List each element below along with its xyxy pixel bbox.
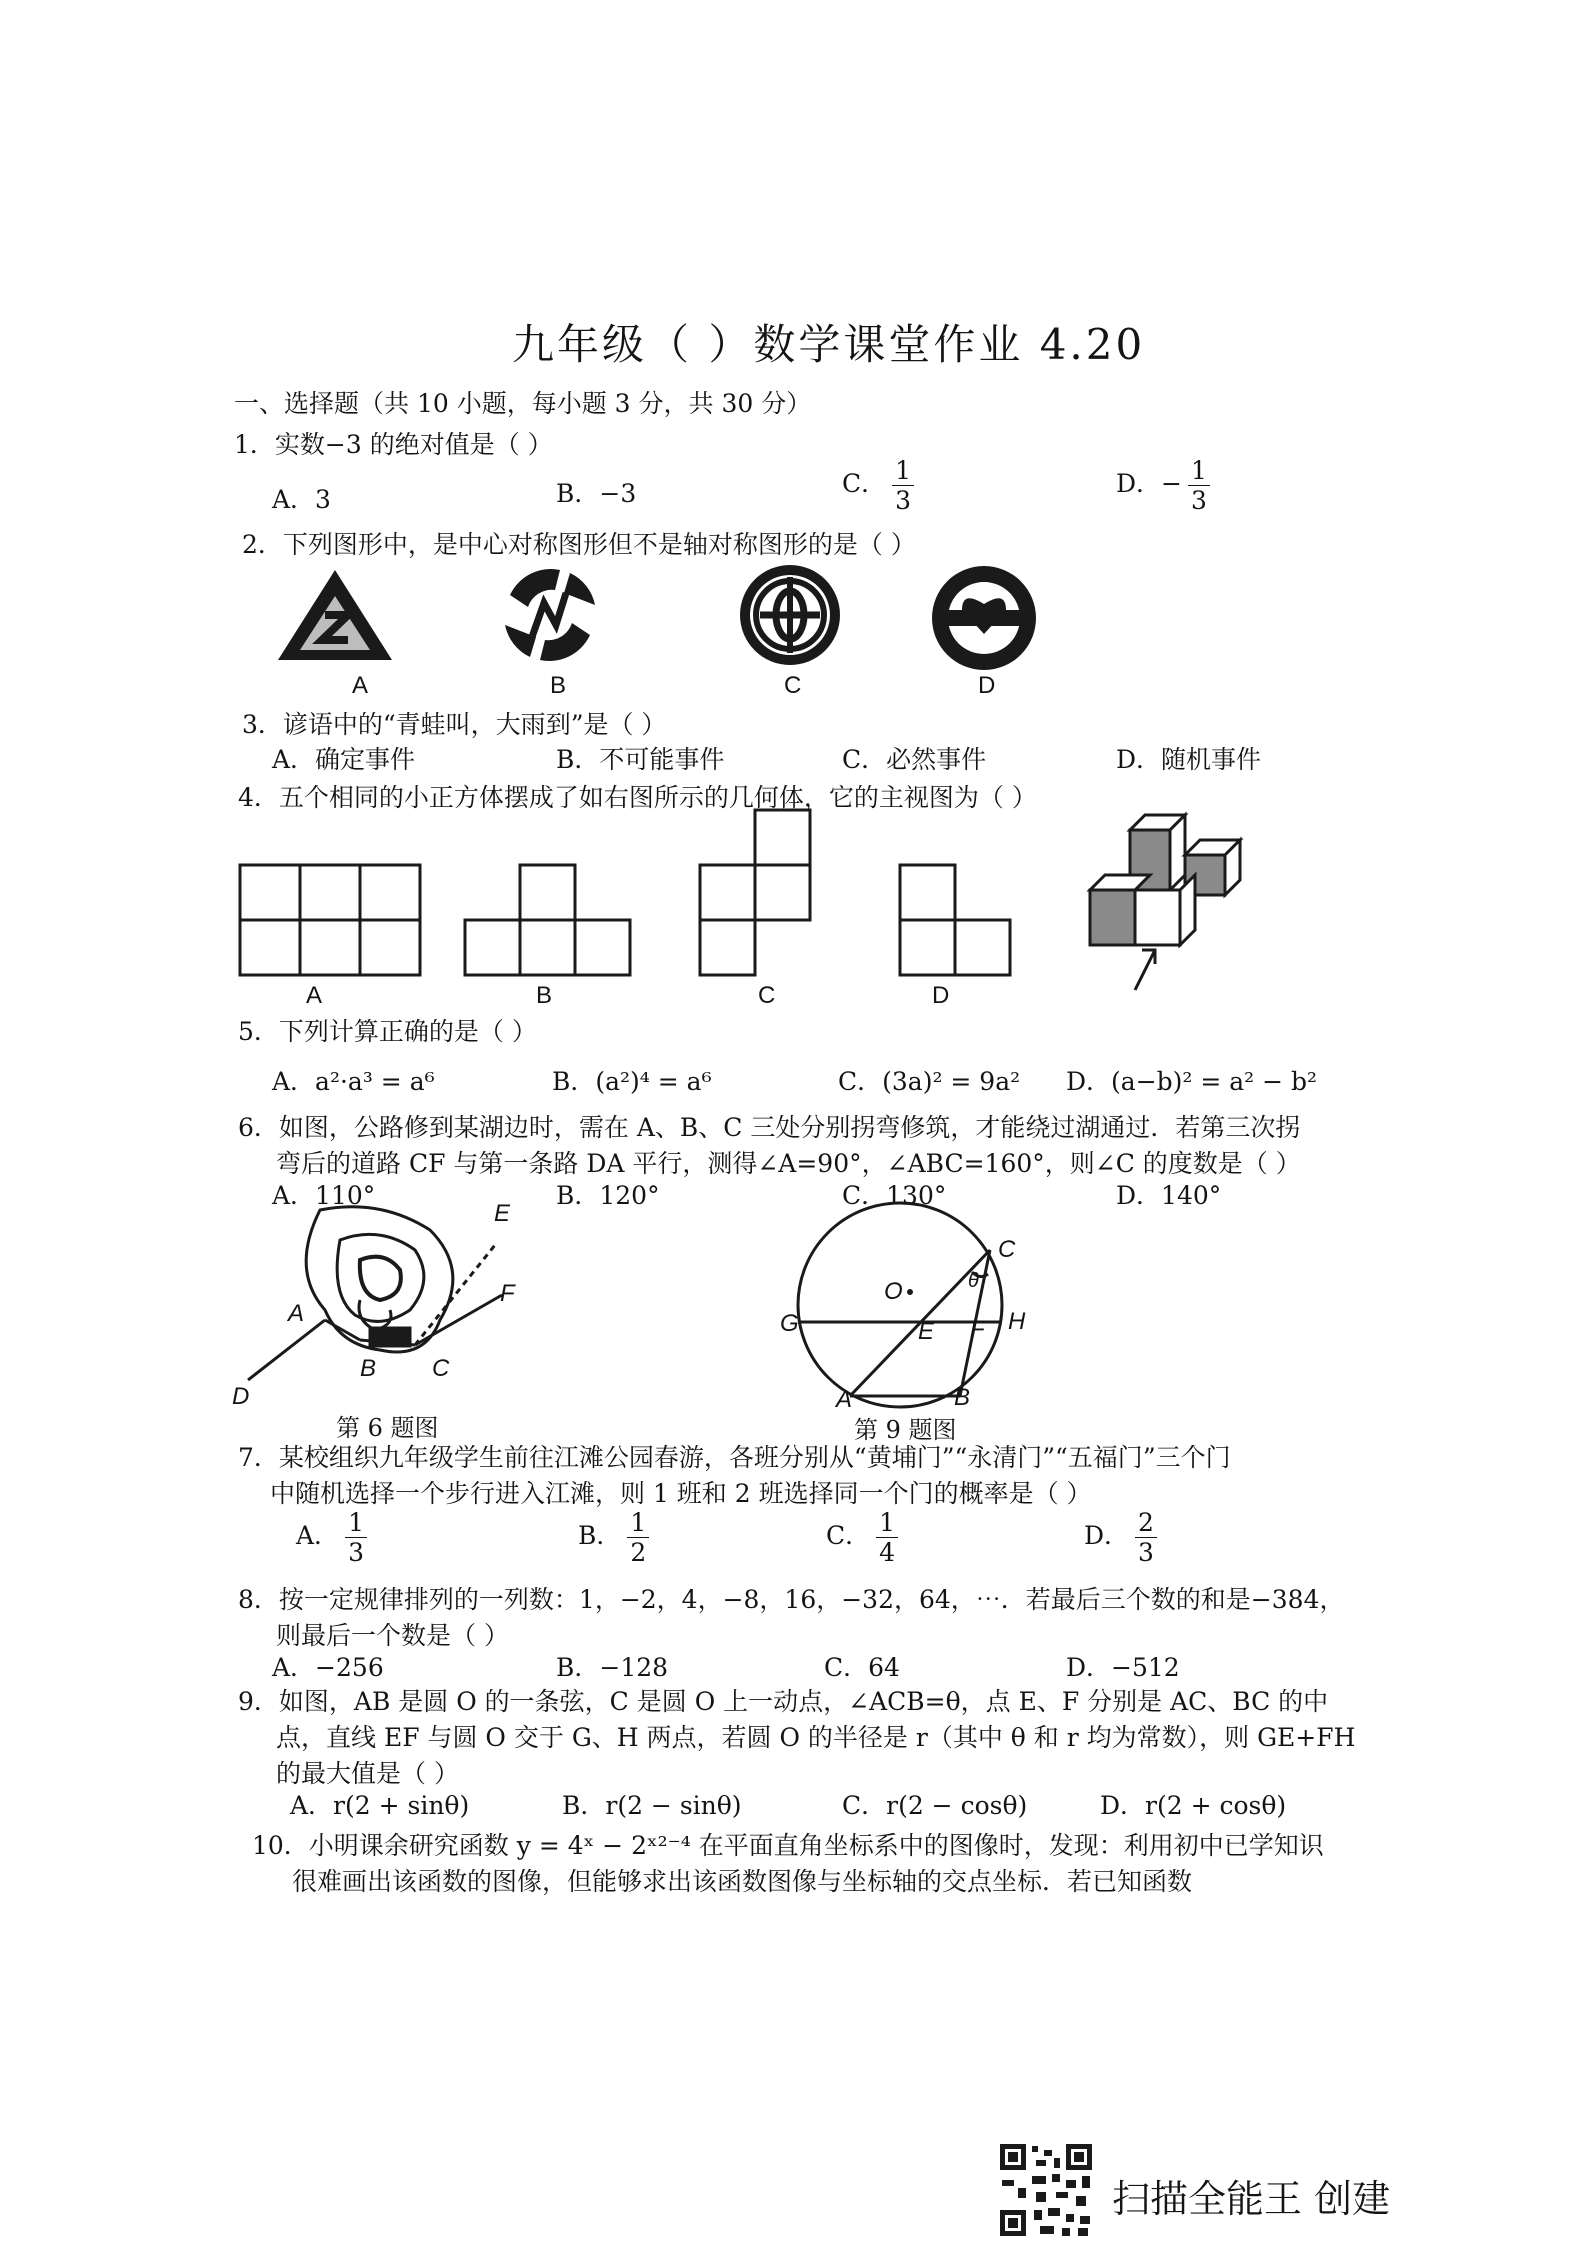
q7-option-a <box>296 1510 367 1565</box>
q1-option-c-prefix: C． <box>842 469 887 498</box>
fig9-point-a: A <box>836 1386 853 1413</box>
q8-line1: 8．按一定规律排列的一列数：1，−2，4，−8，16，−32，64，⋯．若最后三个数的和是−384， <box>238 1585 1345 1614</box>
q9-line3: 的最大值是（ ） <box>276 1759 459 1788</box>
q3-option-a: A．确定事件 <box>272 745 416 774</box>
q1-option-c <box>842 458 914 513</box>
q7-line1: 7．某校组织九年级学生前往江滩公园春游，各班分别从“黄埔门”“永清门”“五福门”三个门 <box>238 1443 1231 1472</box>
q1-option-d <box>1116 458 1210 513</box>
q2-label-c: C <box>784 672 802 699</box>
q5-stem: 5．下列计算正确的是（ ） <box>238 1017 537 1046</box>
fig9-point-f: F <box>970 1316 985 1343</box>
q4-label-c: C <box>758 982 776 1009</box>
q4-label-b: B <box>536 982 553 1009</box>
q3-option-d: D．随机事件 <box>1116 745 1262 774</box>
q7-d-denominator: 3 <box>1138 1538 1154 1567</box>
q5-option-c: C．(3a)² = 9a² <box>838 1067 1021 1096</box>
q6-option-b: B．120° <box>556 1181 660 1210</box>
q2-figure-c-circle-icon <box>740 565 840 665</box>
q5-option-d: D．(a−b)² = a² − b² <box>1066 1067 1318 1096</box>
q1-c-denominator: 3 <box>895 486 912 515</box>
q1-d-numerator: 1 <box>1188 458 1210 486</box>
q8-option-a: A．−256 <box>272 1653 384 1682</box>
q8-option-b: B．−128 <box>556 1653 669 1682</box>
q7-option-a-prefix: A． <box>296 1521 340 1550</box>
q6-line2: 弯后的道路 CF 与第一条路 DA 平行，测得∠A=90°，∠ABC=160°，则∠C 的度数是（ ） <box>276 1149 1301 1178</box>
q6-option-c: C．130° <box>842 1181 947 1210</box>
fig6-point-e: E <box>494 1200 511 1227</box>
q3-stem: 3．谚语中的“青蛙叫，大雨到”是（ ） <box>242 710 667 739</box>
fig9-point-h: H <box>1008 1308 1026 1335</box>
q1-option-a: A．3 <box>272 485 331 514</box>
q7-option-b <box>578 1510 649 1565</box>
q6-option-a: A．110° <box>272 1181 376 1210</box>
q7-line2: 中随机选择一个步行进入江滩，则 1 班和 2 班选择同一个门的概率是（ ） <box>270 1479 1092 1508</box>
section-heading: 一、选择题（共 10 小题，每小题 3 分，共 30 分） <box>234 389 812 418</box>
q9-option-d: D．r(2 + cosθ) <box>1100 1791 1287 1820</box>
fig9-point-o: O <box>884 1278 903 1305</box>
q7-option-b-fraction <box>627 1510 649 1565</box>
q8-line2: 则最后一个数是（ ） <box>276 1621 509 1650</box>
q2-label-b: B <box>550 672 567 699</box>
fig6-point-f: F <box>500 1280 515 1307</box>
q1-c-numerator: 1 <box>892 458 914 486</box>
q1-option-b: B．−3 <box>556 479 637 508</box>
q1-stem: 1．实数−3 的绝对值是（ ） <box>234 430 553 459</box>
q5-option-a: A．a²·a³ = a⁶ <box>272 1067 435 1096</box>
q7-c-denominator: 4 <box>879 1538 896 1567</box>
q9-line1: 9．如图，AB 是圆 O 的一条弦，C 是圆 O 上一动点，∠ACB=θ，点 E、F 分别是 AC、BC 的中 <box>238 1687 1329 1716</box>
page-title: 九年级（ ）数学课堂作业 4.20 <box>512 320 1146 369</box>
q4-figure-d-grid <box>900 865 1010 975</box>
q3-option-c: C．必然事件 <box>842 745 987 774</box>
fig6-caption: 第 6 题图 <box>336 1414 439 1442</box>
q8-option-c: C．64 <box>824 1653 900 1682</box>
q4-label-a: A <box>306 982 323 1009</box>
q2-label-a: A <box>352 672 369 699</box>
q9-option-c: C．r(2 − cosθ) <box>842 1791 1028 1820</box>
q7-option-c-prefix: C． <box>826 1521 871 1550</box>
q2-figure-b-swirl-icon <box>505 569 595 661</box>
q4-figures <box>230 810 1310 1000</box>
fig9-point-c: C <box>998 1236 1016 1263</box>
q4-label-d: D <box>932 982 950 1009</box>
q2-figures <box>270 560 1270 690</box>
fig6-diagram <box>230 1200 570 1410</box>
q9-line2: 点，直线 EF 与圆 O 交于 G、H 两点，若圆 O 的半径是 r（其中 θ 和 r 均为常数），则 GE+FH <box>276 1723 1356 1752</box>
fig9-point-e: E <box>918 1318 935 1345</box>
qr-code-icon <box>996 2140 1096 2240</box>
q7-d-numerator: 2 <box>1135 1510 1157 1538</box>
fig9-diagram <box>780 1200 1040 1410</box>
q7-option-c-fraction <box>876 1510 898 1565</box>
q9-option-a: A．r(2 + sinθ) <box>290 1791 470 1820</box>
fig6-point-d: D <box>232 1383 250 1410</box>
q6-option-d: D．140° <box>1116 1181 1222 1210</box>
q2-figure-a-triangle-icon <box>278 570 392 660</box>
q7-b-numerator: 1 <box>627 1510 649 1538</box>
q2-stem: 2．下列图形中，是中心对称图形但不是轴对称图形的是（ ） <box>242 530 916 559</box>
fig9-angle-theta: θ <box>968 1270 979 1292</box>
q2-figure-d-heart-icon <box>932 566 1036 670</box>
q4-solid-figure <box>1090 815 1240 990</box>
q1-option-d-prefix: D．− <box>1116 469 1182 498</box>
fig6-point-a: A <box>288 1300 305 1327</box>
q3-option-b: B．不可能事件 <box>556 745 725 774</box>
q7-option-c <box>826 1510 898 1565</box>
q2-label-d: D <box>978 672 996 699</box>
q1-option-c-fraction <box>892 458 914 513</box>
q7-a-denominator: 3 <box>348 1538 364 1567</box>
q1-d-denominator: 3 <box>1191 486 1207 515</box>
fig9-point-g: G <box>780 1310 799 1337</box>
q7-option-d <box>1084 1510 1157 1565</box>
q4-figure-a-grid <box>240 865 420 975</box>
q4-stem: 4．五个相同的小正方体摆成了如右图所示的几何体，它的主视图为（ ） <box>238 783 1037 812</box>
fig9-point-b: B <box>954 1384 971 1411</box>
fig6-point-b: B <box>360 1355 377 1382</box>
q4-figure-c-grid <box>700 810 810 975</box>
q10-line1: 10．小明课余研究函数 y = 4ˣ − 2ˣ²⁻⁴ 在平面直角坐标系中的图像时，发现：利用初中已学知识 <box>252 1831 1324 1860</box>
q7-a-numerator: 1 <box>345 1510 367 1538</box>
q4-figure-b-grid <box>465 865 630 975</box>
q7-option-d-prefix: D． <box>1084 1521 1130 1550</box>
q7-option-b-prefix: B． <box>578 1521 622 1550</box>
q5-option-b: B．(a²)⁴ = a⁶ <box>552 1067 712 1096</box>
q7-option-d-fraction <box>1135 1510 1157 1565</box>
q1-option-d-fraction <box>1188 458 1210 513</box>
q7-option-a-fraction <box>345 1510 367 1565</box>
q7-b-denominator: 2 <box>630 1538 647 1567</box>
q9-option-b: B．r(2 − sinθ) <box>562 1791 742 1820</box>
fig9-caption: 第 9 题图 <box>854 1416 957 1444</box>
scanner-watermark: 扫描全能王 创建 <box>1112 2177 1391 2221</box>
fig6-point-c: C <box>432 1355 450 1382</box>
q8-option-d: D．−512 <box>1066 1653 1180 1682</box>
q7-c-numerator: 1 <box>876 1510 898 1538</box>
q10-line2: 很难画出该函数的图像，但能够求出该函数图像与坐标轴的交点坐标．若已知函数 <box>292 1867 1193 1896</box>
q6-line1: 6．如图，公路修到某湖边时，需在 A、B、C 三处分别拐弯修筑，才能绕过湖通过．若第三次拐 <box>238 1113 1301 1142</box>
